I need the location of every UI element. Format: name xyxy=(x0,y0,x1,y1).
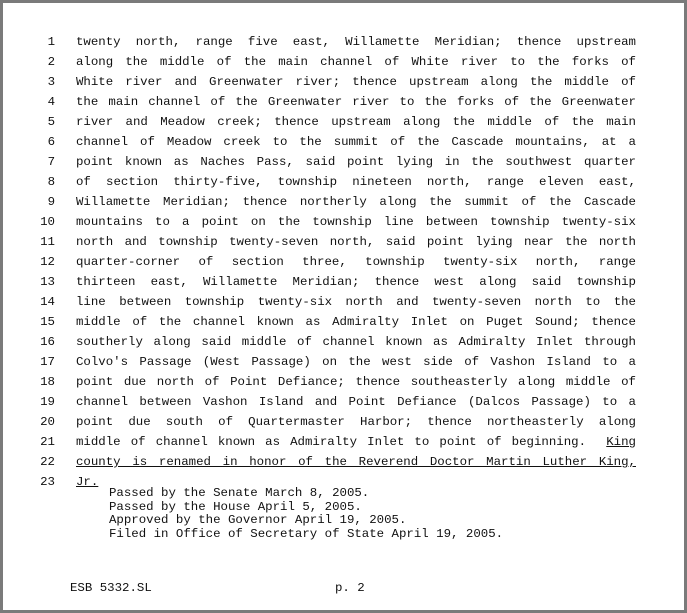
line-text xyxy=(76,372,636,392)
text-line xyxy=(3,432,684,452)
approved-governor: Approved by the Governor April 19, 2005. xyxy=(109,513,407,527)
line-text xyxy=(76,312,636,332)
text-segment: thirteen east, Willamette Meridian; thence west along said township xyxy=(76,275,636,289)
line-text xyxy=(76,92,636,112)
text-line xyxy=(3,92,684,112)
line-number: 8 xyxy=(47,175,55,189)
line-text xyxy=(76,352,636,372)
text-segment: along the middle of the main channel of White river to the forks of xyxy=(76,55,636,69)
line-text xyxy=(76,52,636,72)
text-line xyxy=(3,332,684,352)
text-line xyxy=(3,52,684,72)
line-number: 3 xyxy=(47,75,55,89)
passed-house: Passed by the House April 5, 2005. xyxy=(109,499,362,514)
text-line xyxy=(3,452,684,472)
line-number: 23 xyxy=(40,475,55,489)
text-segment: point due north of Point Defiance; thence southeasterly along middle of xyxy=(76,375,636,389)
line-number: 7 xyxy=(47,155,55,169)
line-text xyxy=(76,332,636,352)
text-line xyxy=(3,132,684,152)
text-segment: line between township twenty-six north and twenty-seven north to the xyxy=(76,295,636,309)
line-text xyxy=(76,452,636,472)
text-line xyxy=(3,352,684,372)
line-text xyxy=(76,232,636,252)
text-line xyxy=(3,292,684,312)
text-line xyxy=(3,152,684,172)
line-number: 6 xyxy=(47,135,55,149)
text-segment: river and Meadow creek; thence upstream along the middle of the main xyxy=(76,115,636,129)
text-segment: twenty north, range five east, Willamette Meridian; thence upstream xyxy=(76,35,636,49)
line-number: 20 xyxy=(40,415,55,429)
line-number: 11 xyxy=(40,235,55,249)
line-text xyxy=(76,432,636,452)
underlined-text: King xyxy=(606,435,636,449)
line-number: 2 xyxy=(47,55,55,69)
text-segment: point due south of Quartermaster Harbor; thence northeasterly along xyxy=(76,415,636,429)
passed-senate: Passed by the Senate March 8, 2005. xyxy=(109,486,370,500)
text-segment: quarter-corner of section three, township twenty-six north, range xyxy=(76,255,636,269)
line-number: 22 xyxy=(40,455,55,469)
line-text xyxy=(76,252,636,272)
text-line xyxy=(3,312,684,332)
line-number: 10 xyxy=(40,215,55,229)
text-line xyxy=(3,272,684,292)
text-segment: Willamette Meridian; thence northerly along the summit of the Cascade xyxy=(76,195,636,209)
text-line xyxy=(3,32,684,52)
line-text xyxy=(76,392,636,412)
passage-history xyxy=(109,487,503,541)
footer-page-number: p. 2 xyxy=(335,581,365,595)
line-text xyxy=(76,132,636,152)
line-text xyxy=(76,32,636,52)
text-segment: of section thirty-five, township nineteen north, range eleven east, xyxy=(76,175,636,189)
text-line xyxy=(3,112,684,132)
filed-secretary: Filed in Office of Secretary of State April 19, 2005. xyxy=(109,526,504,541)
text-line xyxy=(3,252,684,272)
text-segment: channel between Vashon Island and Point Defiance (Dalcos Passage) to a xyxy=(76,395,636,409)
line-number: 16 xyxy=(40,335,55,349)
footer-bill-number: ESB 5332.SL xyxy=(70,581,152,595)
line-text xyxy=(76,72,636,92)
text-segment: mountains to a point on the township line between township twenty-six xyxy=(76,215,636,229)
underlined-text: county is renamed in honor of the Reverend Doctor Martin Luther King, xyxy=(76,455,636,469)
line-number: 21 xyxy=(40,435,55,449)
text-line xyxy=(3,72,684,92)
text-line xyxy=(3,392,684,412)
line-number: 19 xyxy=(40,395,55,409)
line-number: 4 xyxy=(47,95,55,109)
line-text xyxy=(76,412,636,432)
text-segment: middle of channel known as Admiralty Inlet to point of beginning. xyxy=(76,435,607,449)
text-line xyxy=(3,412,684,432)
text-segment: the main channel of the Greenwater river to the forks of the Greenwater xyxy=(76,95,636,109)
text-line xyxy=(3,172,684,192)
text-segment: southerly along said middle of channel known as Admiralty Inlet through xyxy=(76,335,636,349)
line-text xyxy=(76,292,636,312)
line-text xyxy=(76,152,636,172)
line-number: 13 xyxy=(40,275,55,289)
line-number: 15 xyxy=(40,315,55,329)
text-line xyxy=(3,372,684,392)
line-text xyxy=(76,172,636,192)
text-segment: point known as Naches Pass, said point lying in the southwest quarter xyxy=(76,155,636,169)
underlined-text: Jr. xyxy=(76,475,99,489)
line-text xyxy=(76,192,636,212)
line-number: 14 xyxy=(40,295,55,309)
line-number: 5 xyxy=(47,115,55,129)
bill-text xyxy=(3,32,684,492)
text-segment: White river and Greenwater river; thence upstream along the middle of xyxy=(76,75,636,89)
text-segment: north and township twenty-seven north, said point lying near the north xyxy=(76,235,636,249)
text-line xyxy=(3,232,684,252)
text-segment: channel of Meadow creek to the summit of the Cascade mountains, at a xyxy=(76,135,636,149)
line-text xyxy=(76,212,636,232)
text-segment: Colvo's Passage (West Passage) on the west side of Vashon Island to a xyxy=(76,355,636,369)
line-text xyxy=(76,112,636,132)
text-line xyxy=(3,192,684,212)
line-number: 9 xyxy=(47,195,55,209)
line-number: 12 xyxy=(40,255,55,269)
line-number: 1 xyxy=(47,35,55,49)
text-line xyxy=(3,212,684,232)
line-number: 18 xyxy=(40,375,55,389)
line-number: 17 xyxy=(40,355,55,369)
text-segment: middle of the channel known as Admiralty Inlet on Puget Sound; thence xyxy=(76,315,636,329)
line-text xyxy=(76,272,636,292)
